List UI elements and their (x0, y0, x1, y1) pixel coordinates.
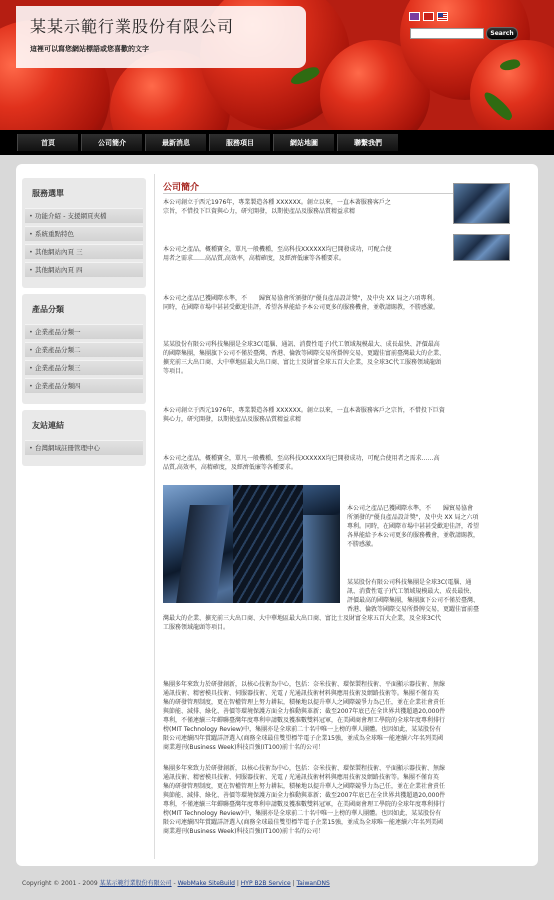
english-flag-icon[interactable] (437, 12, 448, 21)
search-input[interactable] (410, 28, 484, 39)
sidebar-item-page-4[interactable]: • 其他網站內頁 四 (25, 262, 143, 277)
friend-links-title: 友站連結 (32, 420, 64, 430)
header-banner (0, 0, 554, 130)
simplified-chinese-flag-icon[interactable] (423, 12, 434, 21)
sidebar-item-category-1[interactable]: • 企業產品分類一 (25, 324, 143, 339)
page-title: 公司簡介 (163, 183, 200, 193)
paragraph-rnd-2: 集團多年來致力於研發創新，以核心技術為中心，包括：奈米技術、環保製程技術、平面顯示器技術、無線 通訊技術、精密模具技術、伺服器技術、光電 / 光通訊技術材料與應用技術及網路技術等。集團不僅育英 集的研發管理制度，更在智權管理上努力耕耘，積極地以提升華人之國際競爭力為己任，並在企業社會責任 與節能、減排、綠化、善價等環境保護方面全力推動與革新；截至2007年底已在全世界共獲超過20,000件 專利，不僅連續三年蟬聯臺灣年度專利申請數及獲准數雙料冠軍，在美國商會理工學院的全球年度專利排行 榜(MIT Technology Review)中，集團亦是全球前二十名中唯一上榜的華人團體。也因如此，某某股份有 限公司連續四年賞躍詳評選入(商務全球最佳雙望標竿電子企業15強，並成為全球唯一能連續六年名列美國 商業週刊(Business Week)科技百強(IT100)前十名的公司！ (163, 765, 446, 835)
paragraph-intro: 本公司創立于西元1976年，專業製造各種 XXXXXX。創立以來，一直本著服務客戶之 宗旨，不惜投下巨資與心力，研究開發，以期使產品及服務品質精益求精 (163, 199, 391, 215)
copyright-text: Copyright © 2001 - 2009 (22, 880, 98, 887)
search-button[interactable]: Search (486, 27, 518, 40)
paragraph-products-2: 本公司之產品，概種寶全，單凡一般機種，至高科技XXXXXX均已開發成功，可配合使用者之需求……高 品質,高效率，高精確度，及經濟低廉等各種要求。 (163, 455, 440, 471)
sidebar-item-category-3[interactable]: • 企業產品分類三 (25, 360, 143, 375)
office-buildings-image (163, 485, 340, 603)
friend-links (22, 410, 146, 466)
nav-services[interactable]: 服務項目 (209, 134, 270, 151)
paragraph-awards: 本公司之產品已獲國際水準，不 歸貿易協會所頒發的"優良產品設計獎"，及中央 XX 局之六項專利。 同時，在國際市場中甚甚受歡迎佳評，希望各界能給予本公司更多的服務機會，並敬請賜教，不勝感激。 (163, 295, 440, 311)
traditional-chinese-flag-icon[interactable] (409, 12, 420, 21)
title-divider (163, 193, 453, 194)
main-nav (0, 130, 554, 155)
nav-about[interactable]: 公司簡介 (81, 134, 142, 151)
service-menu (22, 178, 146, 288)
service-menu-title: 服務選單 (32, 188, 64, 198)
company-name[interactable]: 某某示範行業股份有限公司 (30, 17, 235, 36)
sidebar-item-category-4[interactable]: • 企業產品分類四 (25, 378, 143, 393)
nav-home[interactable]: 首頁 (17, 134, 78, 151)
language-switcher (409, 12, 448, 21)
footer-webmake-link[interactable]: WebMake SiteBuild (177, 880, 235, 887)
paragraph-intro-2: 本公司創立于西元1976年，專業製造各種 XXXXXX。創立以來，一直本著服務客戶之宗旨，不惜投下巨資 與心力，研究開發，以期使產品及服務品質精益求精 (163, 407, 445, 423)
nav-sitemap[interactable]: 網站地圖 (273, 134, 334, 151)
column-divider (154, 174, 155, 859)
sidebar-item-twnic[interactable]: • 台灣網域註冊管理中心 (25, 440, 143, 455)
paragraph-awards-2: 本公司之產品已獲國際水準，不 歸貿易協會 所頒發的"優良產品設計獎"，及中央 XX 局之六項 專利。同時，在國際市場中甚甚受歡迎佳評，希望 各界能給予本公司更多的服務機會，並敬請賜教， 不勝感激。 (347, 505, 480, 548)
product-categories (22, 294, 146, 404)
building-thumbnail-2 (453, 234, 510, 261)
sidebar-item-category-2[interactable]: • 企業產品分類二 (25, 342, 143, 357)
paragraph-group-2-cont: 灣最大的企業、擴充前三大出口商、大中華地區最大出口商、富比士及財富全球五百大企業，及全球3C代 工服務領域龍頭等項目。 (163, 615, 442, 631)
paragraph-rnd: 集團多年來致力於研發創新，以核心技術為中心，包括：奈米技術、環保製程技術、平面顯示器技術、無線 通訊技術、精密模具技術、伺服器技術、光電 / 光通訊技術材料與應用技術及網路技術等。集團不僅育英 集的研發管理制度，更在智權管理上努力耕耘，積極地以提升華人之國際競爭力為己任，並在企業社會責任 與節能、減排、綠化、善價等環境保護方面全力推動與革新；截至2007年底已在全世界共獲超過20,000件 專利，不僅連續三年蟬聯臺灣年度專利申請數及獲准數雙料冠軍，在美國商會理工學院的全球年度專利排行 榜(MIT Technology Review)中，集團亦是全球前二十名中唯一上榜的華人團體。也因如此，某某股份有 限公司連續四年賞躍詳評選入(商務全球最佳雙望標竿電子企業15強，並成為全球唯一能連續六年名列美國 商業週刊(Business Week)科技百強(IT100)前十名的公司！ (163, 681, 446, 751)
product-categories-title: 產品分類 (32, 304, 64, 314)
sidebar-item-page-3[interactable]: • 其他網站內頁 三 (25, 244, 143, 259)
paragraph-products: 本公司之產品，概種寶全，單凡一般機種，至高科技XXXXXX均已開發成功，可配合使 用者之需求……高品質,高效率，高精確度，及經濟低廉等各種要求。 (163, 246, 392, 262)
paragraph-group: 某某股份有限公司科技集團是全球3C(電腦、通訊、消費性電子)代工領域規模最大、成長最快、評價最高 的國際集團，集團旗下公司不僅於臺灣、香港、倫敦等國際交易所掛牌交易，更躍佳富前臺灣最大的企業、 擴充前三大出口商、大中華地區最大出口商、富比士及財富全球五百大企業，及全球3C代工服務領域龍頭 等項目。 (163, 341, 446, 375)
paragraph-group-2: 某某股份有限公司科技集團是全球3C(電腦、通 訊、消費性電子)代工領域規模最大、成長最快、 評價最高的國際集團，集團旗下公司不僅於臺灣、 香港、倫敦等國際交易所掛牌交易，更躍佳富前臺 (347, 579, 480, 613)
nav-news[interactable]: 最新消息 (145, 134, 206, 151)
footer-company-link[interactable]: 某某示範行業股份有限公司 (99, 880, 172, 887)
nav-contact[interactable]: 聯繫我們 (337, 134, 398, 151)
footer-taiwandns-link[interactable]: TaiwanDNS (296, 880, 330, 887)
footer: Copyright © 2001 - 2009 某某示範行業股份有限公司 - WebMake SiteBuild | HYP B2B Service | TaiwanDNS (22, 880, 330, 887)
footer-b2b-link[interactable]: HYP B2B Service (240, 880, 291, 887)
sidebar-item-features[interactable]: • 功能介紹 - 支援網頁夾檔 (25, 208, 143, 223)
sidebar-item-highlights[interactable]: • 系統重點特色 (25, 226, 143, 241)
site-tagline: 這裡可以寫您網站標語或您喜歡的文字 (30, 45, 149, 53)
building-thumbnail-1 (453, 183, 510, 224)
